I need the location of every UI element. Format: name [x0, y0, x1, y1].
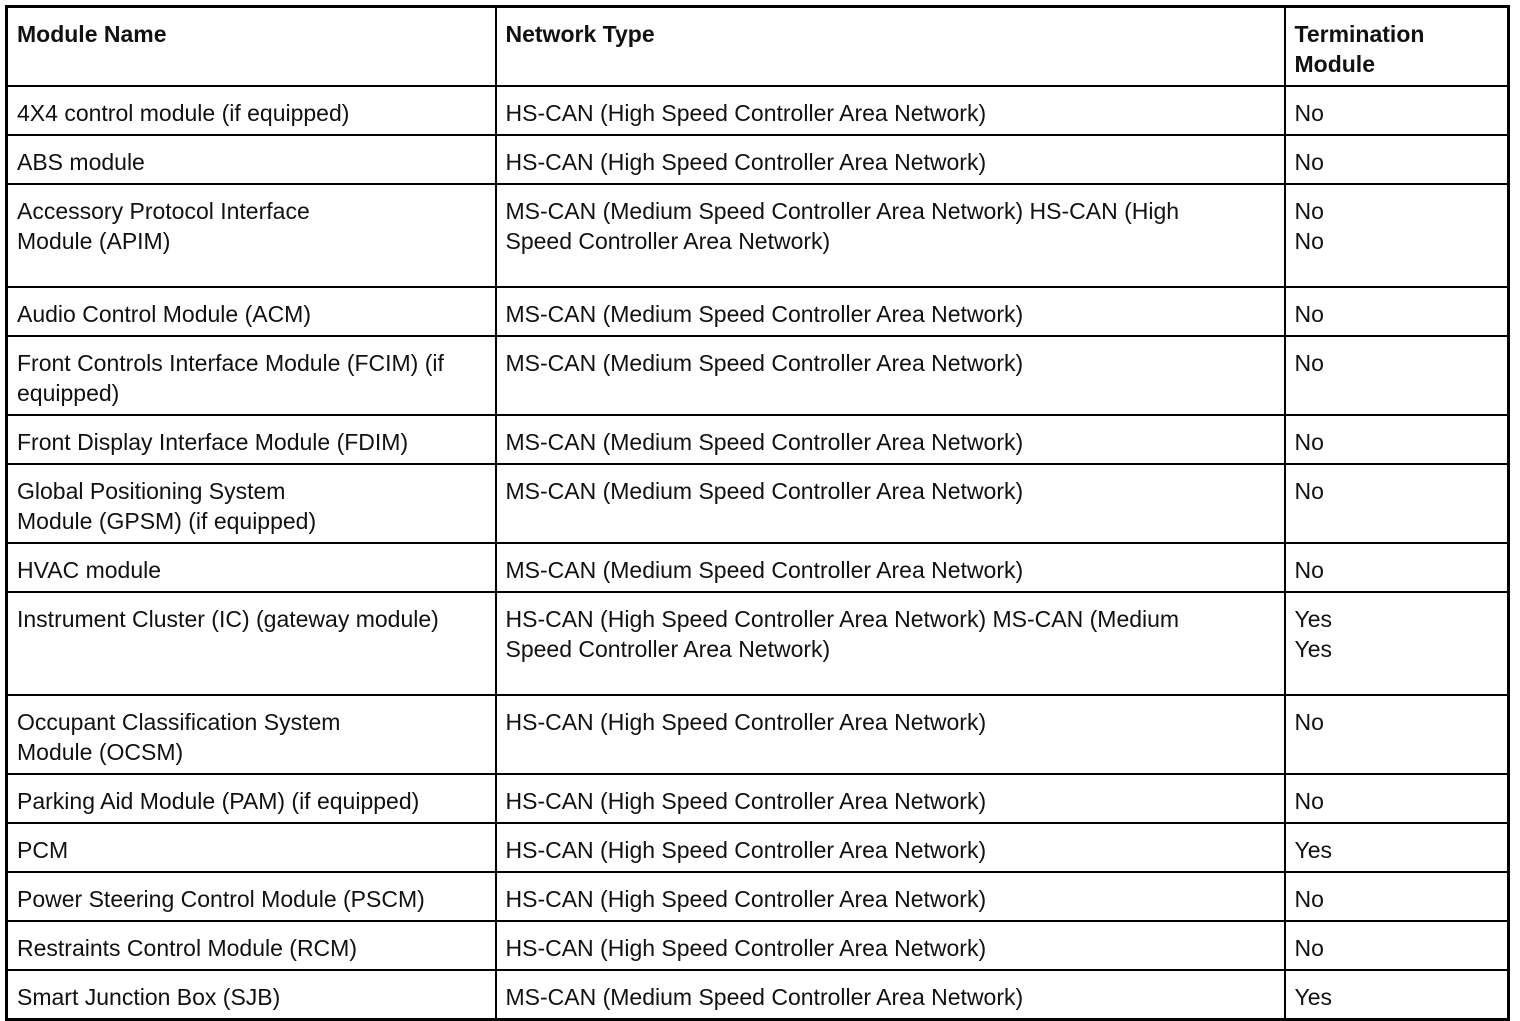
termination-module-cell [1285, 543, 1509, 592]
header-network-type-label: Network Type [505, 21, 655, 47]
module-name-text: 4X4 control module (if equipped) [17, 100, 350, 126]
network-type-cell [496, 970, 1285, 1020]
table-row [7, 823, 1509, 872]
module-name-text: Global Positioning System [17, 478, 286, 504]
termination-module-cell [1285, 336, 1509, 415]
module-name-text: PCM [17, 837, 69, 863]
table-row [7, 921, 1509, 970]
module-name-text: Parking Aid Module (PAM) (if equipped) [17, 788, 420, 814]
module-name-text: HVAC module [17, 557, 162, 583]
network-type-text: HS-CAN (High Speed Controller Area Network) [505, 886, 987, 912]
module-name-cell [7, 695, 496, 774]
module-name-text: Module (GPSM) (if equipped) [17, 508, 317, 534]
network-type-text: MS-CAN (Medium Speed Controller Area Network) [505, 429, 1024, 455]
module-name-text: Front Controls Interface Module (FCIM) (if [17, 350, 444, 376]
termination-module-text: Yes [1294, 606, 1333, 632]
termination-module-text: No [1294, 149, 1324, 175]
termination-module-cell [1285, 921, 1509, 970]
module-name-cell [7, 135, 496, 184]
network-type-cell [496, 774, 1285, 823]
module-name-cell [7, 872, 496, 921]
module-name-cell [7, 415, 496, 464]
termination-module-text: No [1294, 100, 1324, 126]
network-type-cell [496, 86, 1285, 135]
module-name-cell [7, 823, 496, 872]
module-name-text: Restraints Control Module (RCM) [17, 935, 357, 961]
termination-module-cell [1285, 184, 1509, 287]
module-name-cell [7, 287, 496, 336]
table-row [7, 464, 1509, 543]
network-type-cell [496, 336, 1285, 415]
termination-module-cell [1285, 135, 1509, 184]
termination-module-text: No [1294, 301, 1324, 327]
network-type-cell [496, 415, 1285, 464]
termination-module-text: Yes [1294, 984, 1333, 1010]
module-name-text: Instrument Cluster (IC) (gateway module) [17, 606, 439, 632]
network-type-text: HS-CAN (High Speed Controller Area Network) MS-CAN (Medium [505, 606, 1180, 632]
module-name-cell [7, 86, 496, 135]
module-name-text: ABS module [17, 149, 145, 175]
module-name-text: Front Display Interface Module (FDIM) [17, 429, 409, 455]
header-module-name [7, 7, 496, 87]
termination-module-cell [1285, 695, 1509, 774]
termination-module-text: No [1294, 228, 1324, 254]
termination-module-text: Yes [1294, 837, 1333, 863]
module-network-table-document [5, 5, 1507, 1010]
header-termination-module [1285, 7, 1509, 87]
table-row [7, 872, 1509, 921]
module-name-cell [7, 464, 496, 543]
termination-module-text: No [1294, 429, 1324, 455]
header-row [7, 7, 1509, 87]
network-type-cell [496, 592, 1285, 695]
termination-module-text: Yes [1294, 636, 1333, 662]
table-row [7, 970, 1509, 1020]
table-row [7, 336, 1509, 415]
table-row [7, 184, 1509, 287]
termination-module-text: No [1294, 478, 1324, 504]
table-row [7, 135, 1509, 184]
network-type-cell [496, 464, 1285, 543]
termination-module-cell [1285, 86, 1509, 135]
network-type-text: HS-CAN (High Speed Controller Area Network) [505, 788, 987, 814]
network-type-text: HS-CAN (High Speed Controller Area Network) [505, 709, 987, 735]
termination-module-cell [1285, 970, 1509, 1020]
network-type-cell [496, 135, 1285, 184]
module-name-text: Accessory Protocol Interface [17, 198, 310, 224]
network-type-text: MS-CAN (Medium Speed Controller Area Network) [505, 557, 1024, 583]
termination-module-text: No [1294, 935, 1324, 961]
termination-module-text: No [1294, 886, 1324, 912]
table-row [7, 592, 1509, 695]
module-name-text: equipped) [17, 380, 120, 406]
module-name-text: Module (APIM) [17, 228, 171, 254]
termination-module-cell [1285, 774, 1509, 823]
network-type-cell [496, 184, 1285, 287]
termination-module-cell [1285, 592, 1509, 695]
module-name-text: Module (OCSM) [17, 739, 184, 765]
termination-module-text: No [1294, 788, 1324, 814]
termination-module-cell [1285, 823, 1509, 872]
table-row [7, 695, 1509, 774]
module-name-text: Occupant Classification System [17, 709, 341, 735]
termination-module-cell [1285, 464, 1509, 543]
network-type-cell [496, 543, 1285, 592]
header-termination-label-line1: Termination [1294, 21, 1425, 47]
header-network-type [496, 7, 1285, 87]
module-name-cell [7, 543, 496, 592]
network-type-cell [496, 695, 1285, 774]
module-name-text: Power Steering Control Module (PSCM) [17, 886, 425, 912]
header-module-name-label: Module Name [17, 21, 167, 47]
module-name-cell [7, 970, 496, 1020]
table-row [7, 774, 1509, 823]
module-name-cell [7, 184, 496, 287]
module-name-cell [7, 774, 496, 823]
header-termination-label-line2: Module [1294, 51, 1375, 77]
module-name-cell [7, 921, 496, 970]
module-name-text: Audio Control Module (ACM) [17, 301, 312, 327]
module-name-cell [7, 336, 496, 415]
network-type-text: HS-CAN (High Speed Controller Area Network) [505, 935, 987, 961]
network-type-cell [496, 287, 1285, 336]
table-body [7, 86, 1509, 1020]
network-type-text: MS-CAN (Medium Speed Controller Area Network) [505, 350, 1024, 376]
network-type-cell [496, 921, 1285, 970]
termination-module-cell [1285, 287, 1509, 336]
network-type-text: HS-CAN (High Speed Controller Area Network) [505, 837, 987, 863]
module-name-cell [7, 592, 496, 695]
table-row [7, 86, 1509, 135]
module-network-table [5, 5, 1510, 1021]
network-type-text: Speed Controller Area Network) [505, 636, 831, 662]
table-header [7, 7, 1509, 87]
table-row [7, 543, 1509, 592]
table-row [7, 287, 1509, 336]
network-type-text: Speed Controller Area Network) [505, 228, 831, 254]
network-type-text: HS-CAN (High Speed Controller Area Network) [505, 149, 987, 175]
network-type-cell [496, 823, 1285, 872]
termination-module-text: No [1294, 709, 1324, 735]
network-type-text: MS-CAN (Medium Speed Controller Area Network) [505, 478, 1024, 504]
network-type-text: MS-CAN (Medium Speed Controller Area Network) [505, 301, 1024, 327]
module-name-text: Smart Junction Box (SJB) [17, 984, 281, 1010]
network-type-text: MS-CAN (Medium Speed Controller Area Network) [505, 984, 1024, 1010]
network-type-cell [496, 872, 1285, 921]
network-type-text: MS-CAN (Medium Speed Controller Area Network) HS-CAN (High [505, 198, 1180, 224]
termination-module-text: No [1294, 350, 1324, 376]
termination-module-text: No [1294, 557, 1324, 583]
network-type-text: HS-CAN (High Speed Controller Area Network) [505, 100, 987, 126]
termination-module-text: No [1294, 198, 1324, 224]
termination-module-cell [1285, 872, 1509, 921]
termination-module-cell [1285, 415, 1509, 464]
table-row [7, 415, 1509, 464]
